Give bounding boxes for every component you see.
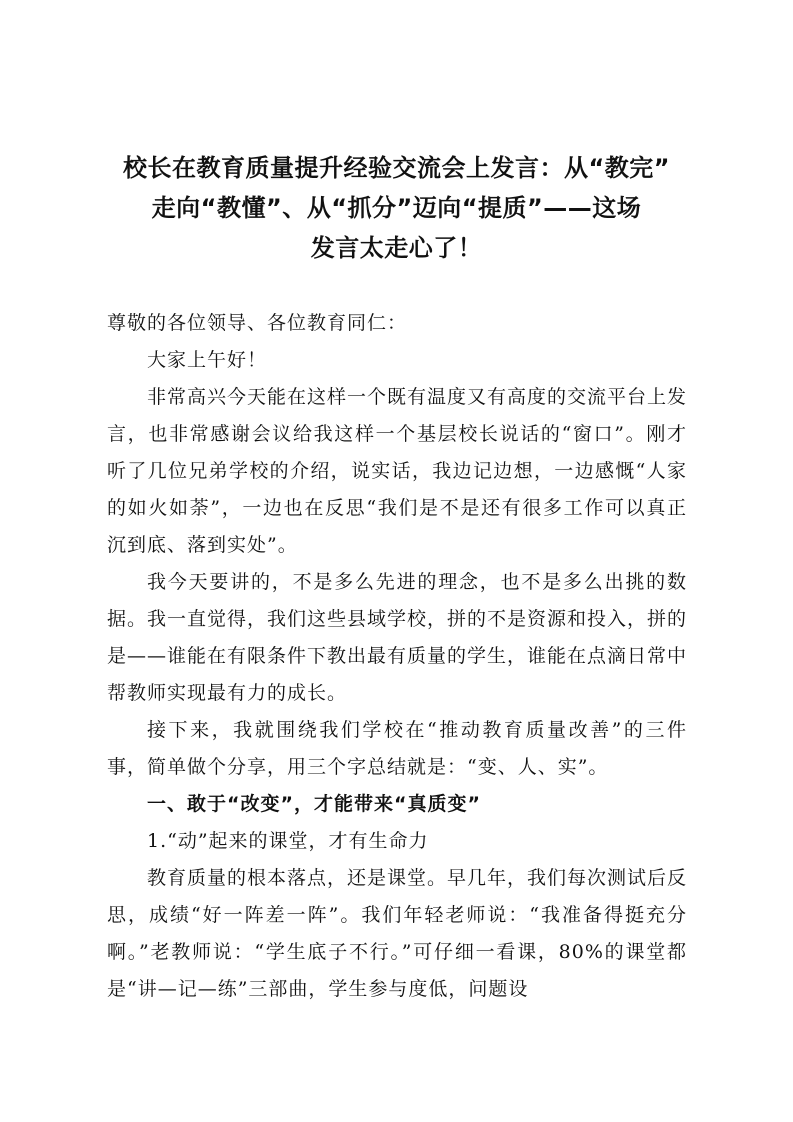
document-body xyxy=(107,305,687,1008)
greeting: 大家上午好！ xyxy=(147,349,268,371)
section-heading: 一、敢于“改变”，才能带来“真质变” xyxy=(147,793,481,815)
paragraph: 我今天要讲的，不是多么先进的理念，也不是多么出挑的数据。我一直觉得，我们这些县域学校，拼的不是资源和投入，拼的是——谁能在有限条件下教出最有质量的学生，谁能在点滴日常中帮教师实现最有力的成长。 xyxy=(107,571,688,704)
paragraph: 接下来，我就围绕我们学校在“推动教育质量改善”的三件事，简单做个分享，用三个字总结就是：“变、人、实”。 xyxy=(107,719,687,778)
paragraph: 非常高兴今天能在这样一个既有温度又有高度的交流平台上发言，也非常感谢会议给我这样一个基层校长说话的“窗口”。刚才听了几位兄弟学校的介绍，说实话，我边记边想，一边感慨“人家的如火如荼”，一边也在反思“我们是不是还有很多工作可以真正沉到底、落到实处”。 xyxy=(107,386,688,556)
paragraph: 教育质量的根本落点，还是课堂。早几年，我们每次测试后反思，成绩“好一阵差一阵”。我们年轻老师说：“我准备得挺充分啊。”老教师说：“学生底子不行。”可仔细一看课，80%的课堂都是“讲—记—练”三部曲，学生参与度低，问题设 xyxy=(107,867,688,1000)
title-line: 走向“教懂”、从“抓分”迈向“提质”——这场 xyxy=(151,194,642,222)
title-line: 发言太走心了！ xyxy=(310,234,483,262)
salutation: 尊敬的各位领导、各位教育同仁： xyxy=(107,312,408,334)
document-title xyxy=(100,148,693,268)
subsection-heading: 1.“动”起来的课堂，才有生命力 xyxy=(147,830,429,852)
title-line: 校长在教育质量提升经验交流会上发言：从“教完” xyxy=(122,154,671,182)
